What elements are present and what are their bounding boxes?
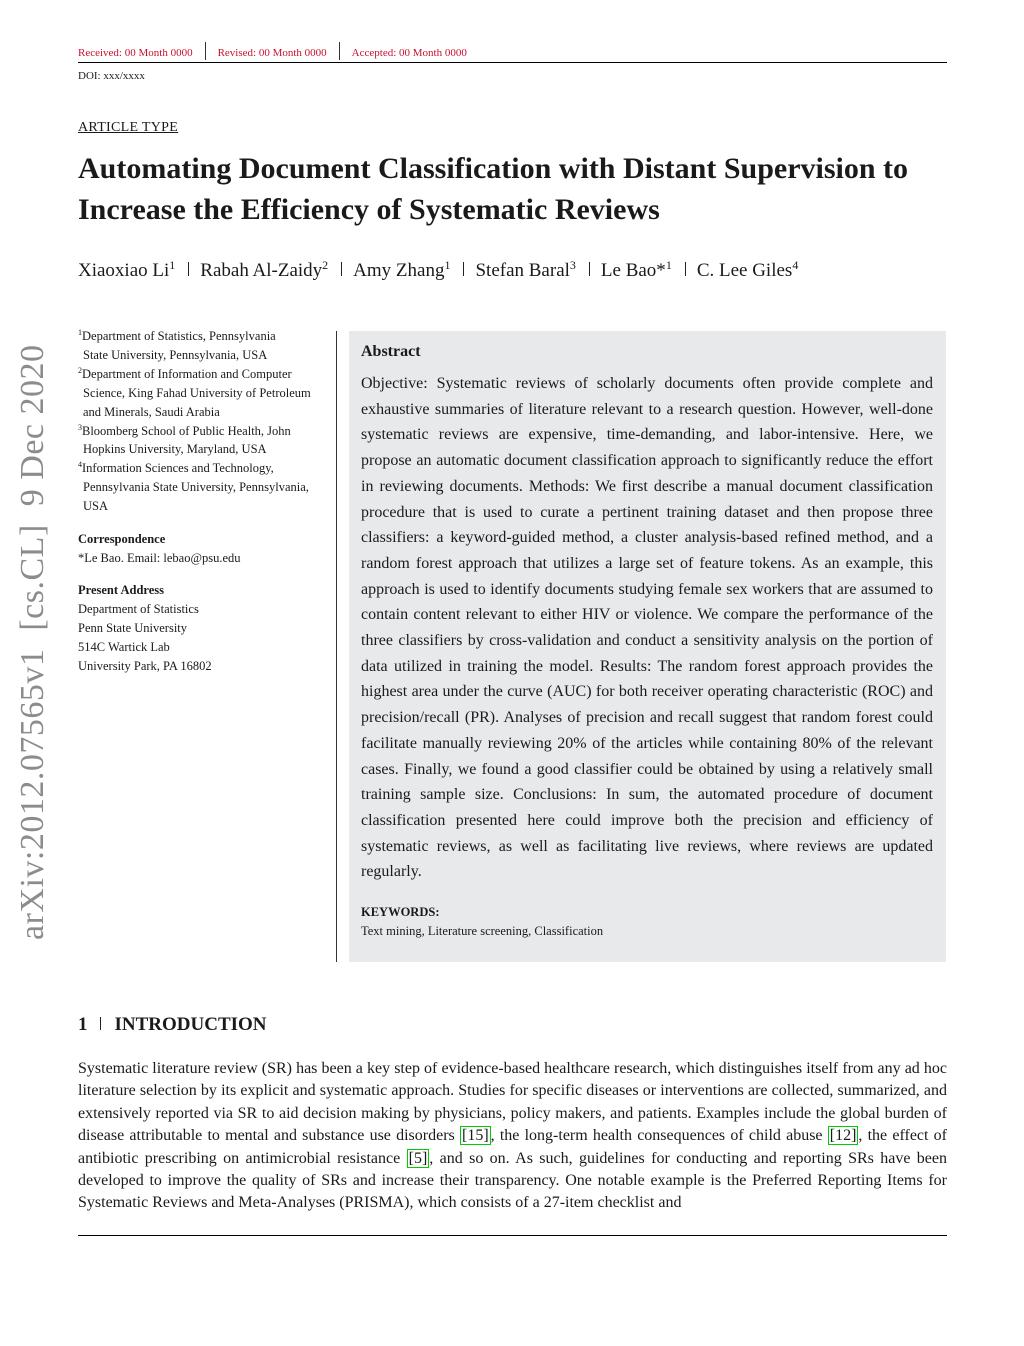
footer-rule — [78, 1235, 947, 1236]
abstract-heading: Abstract — [361, 343, 421, 360]
author: C. Lee Giles$^4$ — [696, 258, 799, 281]
author-list — [78, 260, 798, 282]
affiliation: $^1$Department of Statistics, Pennsylvania State University, Pennsylvania, USA — [78, 328, 276, 362]
keywords-heading: KEYWORDS: — [361, 905, 440, 919]
affiliations — [78, 327, 328, 516]
section-divider — [100, 1017, 101, 1030]
received-date: Received: 00 Month 0000 — [78, 46, 193, 59]
accepted-date: Accepted: 00 Month 0000 — [351, 46, 467, 59]
author: Rabah Al-Zaidy$^2$ — [200, 258, 329, 281]
section-title: INTRODUCTION — [114, 1014, 267, 1035]
paper-title: Automating Document Classification with Distant Supervision to Increase the Efficiency of Systematic Reviews — [78, 152, 909, 226]
citation-link[interactable]: [12] — [829, 1127, 857, 1145]
citation-link[interactable]: [5] — [408, 1149, 428, 1167]
author-divider — [463, 262, 464, 276]
author-divider — [589, 262, 590, 276]
author: Stefan Baral$^3$ — [475, 258, 576, 281]
present-address-heading: Present Address — [78, 583, 164, 597]
date-divider — [205, 42, 206, 60]
date-divider — [339, 42, 340, 60]
author: Le Bao*$^1$ — [600, 258, 672, 281]
affiliation: $^3$Bloomberg School of Public Health, John Hopkins University, Maryland, USA — [78, 422, 291, 457]
arxiv-stamp: arXiv:2012.07565v1 [cs.CL] 9 Dec 2020 — [14, 344, 51, 940]
present-address — [78, 581, 328, 676]
header-rule — [78, 62, 947, 63]
section-heading-introduction — [78, 1014, 267, 1036]
article-type: ARTICLE TYPE — [78, 120, 179, 135]
address-line: Department of Statistics — [78, 602, 199, 616]
author: Xiaoxiao Li$^1$ — [78, 258, 176, 281]
doi: DOI: xxx/xxxx — [78, 70, 145, 82]
submission-dates — [78, 44, 467, 62]
citation-link[interactable]: [15] — [461, 1127, 489, 1145]
correspondence-email: *Le Bao. Email: lebao@psu.edu — [78, 551, 241, 565]
affiliation: $^4$Information Sciences and Technology, Pennsylvania State University, Pennsylvania, USA — [78, 460, 309, 514]
correspondence-heading: Correspondence — [78, 532, 166, 546]
author-divider — [341, 262, 342, 276]
author-divider — [685, 262, 686, 276]
address-line: 514C Wartick Lab — [78, 640, 170, 654]
address-line: Penn State University — [78, 621, 188, 635]
introduction-paragraph: Systematic literature review (SR) has been a key step of evidence-based healthcare research, which distinguishes itself from any ad hoc literature selection by its explicit and systematic approach. Studies for specific diseases or interventions are collected, summarized, and extensively reported via SR to aid decision making by physicians, policy makers, and patients. Examples include the global burden of disease attributable to mental and substance use disorders [15] , the long-term health consequences of child abuse [12] , the effect of antibiotic prescribing on antimicrobial resistance [5] , and so on. As such, guidelines for conducting and reporting SRs have been developed to improve the quality of SRs and increase their transparency. One notable example is the Preferred Reporting Items for Systematic Reviews and Meta-Analyses (PRISMA), which consists of a 27-item checklist and — [78, 1060, 947, 1212]
affiliation: $^2$Department of Information and Computer Science, King Fahad University of Petroleum and Minerals, Saudi Arabia — [78, 365, 311, 419]
abstract-text: Objective: Systematic reviews of scholarly documents often provide complete and exhaustive summaries of literature relevant to a research question. However, well-done systematic reviews are expensive, time-demanding, and labor-intensive. Here, we propose an automatic document classification approach to significantly reduce the effort in reviewing documents. Methods: We first describe a manual document classification procedure that is used to curate a pertinent training dataset and then propose three classifiers: a keyword-guided method, a cluster analysis-based refined method, and a random forest approach that utilizes a large set of feature tokens. As an example, this approach is used to identify documents studying female sex workers that are assumed to contain content relevant to either HIV or violence. We compare the performance of the three classifiers by cross-validation and conduct a sensitivity analysis on the portion of data utilized in training the model. Results: The random forest approach provides the highest area under the curve (AUC) for both receiver operating characteristic (ROC) and precision/recall (PR). Analyses of precision and recall suggest that random forest could facilitate manually reviewing 20% of the articles while containing 80% of the relevant cases. Finally, we found a good classifier could be obtained by using a relatively small training sample size. Conclusions: In sum, the automated procedure of document classification presented here could improve both the precision and efficiency of systematic reviews, as well as facilitating live reviews, where reviews are updated regularly. — [361, 375, 933, 881]
keywords: Text mining, Literature screening, Classification — [361, 924, 604, 938]
section-number: 1 — [78, 1014, 88, 1035]
address-line: University Park, PA 16802 — [78, 659, 212, 673]
author-divider — [188, 262, 189, 276]
correspondence — [78, 530, 328, 568]
column-divider — [336, 331, 337, 962]
revised-date: Revised: 00 Month 0000 — [217, 46, 327, 59]
author: Amy Zhang$^1$ — [353, 258, 451, 281]
